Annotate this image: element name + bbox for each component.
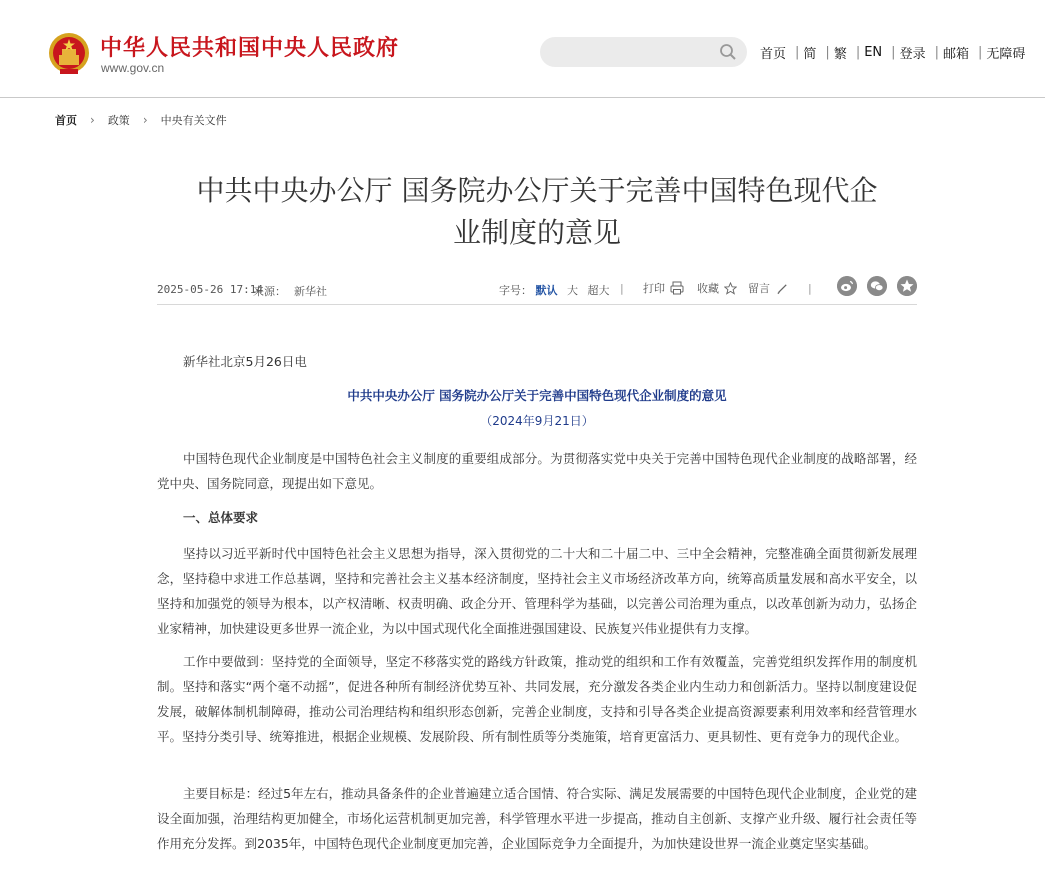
nav-login[interactable]: 登录 (899, 47, 926, 62)
favorite-button[interactable] (697, 280, 737, 296)
site-name[interactable]: 中华人民共和国中央人民政府 (100, 36, 400, 61)
nav-mailbox[interactable]: 邮箱 (942, 47, 969, 62)
paragraph: 中国特色现代企业制度是中国特色社会主义制度的重要组成部分。为贯彻落实党中央关于完善中国特色现代企业制度的战略部署，经党中央、国务院同意，现提出如下意见。 (157, 451, 917, 491)
nav-separator: | (855, 45, 861, 60)
breadcrumb-policy[interactable]: 政策 (107, 114, 130, 127)
paragraph: 坚持以习近平新时代中国特色社会主义思想为指导，深入贯彻党的二十大和二十届二中、三中全会精神，完整准确全面贯彻新发展理念，坚持稳中求进工作总基调，坚持和完善社会主义基本经济制度，坚持社会主义市场经济改革方向，统筹高质量发展和高水平安全，以坚持和加强党的领导为根本，以产权清晰、权责明确、政企分开、管理科学为基础，以完善公司治理为重点，以改革创新为动力，弘扬企业家精神，加快建设更多世界一流企业，为以中国式现代化全面推进强国建设、民族复兴伟业提供有力支撑。 (157, 546, 917, 636)
font-size-xlarge[interactable]: 超大 (587, 284, 610, 297)
site-url[interactable]: www.gov.cn (101, 61, 165, 75)
search-input[interactable] (540, 37, 747, 67)
section-heading: 一、总体要求 (183, 510, 259, 525)
chevron-right-icon: › (90, 113, 95, 127)
breadcrumb-home[interactable]: 首页 (55, 114, 77, 127)
font-size-selector (499, 282, 610, 298)
source-label: 来源： (253, 285, 286, 298)
article-dateline: 新华社北京5月26日电 (183, 354, 307, 369)
top-nav (756, 43, 1034, 62)
paragraph: 工作中要做到：坚持党的全面领导，坚定不移落实党的路线方针政策，推动党的组织和工作有效覆盖，完善党组织发挥作用的制度机制。坚持和落实“两个毫不动摇”，促进各种所有制经济优势互补、共同发展，充分激发各类企业内生动力和创新活力。坚持以制度建设促发展，破解体制机制障碍，推动公司治理结构和组织形态创新，完善企业制度，支持和引导各类企业提高资源要素利用效率和经营管理水平。坚持分类引导、统筹推进，根据企业规模、发展阶段、所有制性质等分类施策，培育更富活力、更具韧性、更有竞争力的现代企业。 (157, 654, 917, 744)
qzone-share-icon[interactable] (897, 276, 917, 296)
nav-separator: | (825, 45, 830, 60)
nav-simplified[interactable]: 简 (803, 47, 817, 62)
national-emblem-icon[interactable] (48, 31, 90, 77)
meta-separator: | (808, 282, 812, 295)
page-title-line-1: 中共中央办公厅 国务院办公厅关于完善中国特色现代企 (196, 174, 878, 207)
font-size-label: 字号： (499, 284, 532, 297)
printer-icon (670, 281, 684, 295)
publish-date: 2025-05-26 17:14 (157, 283, 263, 296)
pencil-icon (776, 282, 789, 295)
article-meta-bar (157, 276, 917, 305)
nav-traditional[interactable]: 繁 (833, 47, 847, 62)
comment-button[interactable] (748, 280, 789, 296)
search-icon[interactable] (719, 43, 737, 61)
document-date: （2024年9月21日） (480, 414, 594, 428)
nav-english[interactable]: EN (864, 45, 883, 60)
page-title-line-2: 业制度的意见 (452, 216, 621, 249)
nav-home[interactable]: 首页 (760, 47, 787, 62)
wechat-share-icon[interactable] (867, 276, 887, 296)
nav-separator: | (795, 45, 800, 60)
document-title: 中共中央办公厅 国务院办公厅关于完善中国特色现代企业制度的意见 (347, 388, 727, 403)
nav-separator: | (934, 45, 939, 60)
nav-accessibility[interactable]: 无障碍 (986, 47, 1026, 62)
nav-separator: | (977, 45, 983, 60)
breadcrumb-central-documents[interactable]: 中央有关文件 (160, 114, 227, 127)
print-button[interactable] (643, 280, 684, 296)
font-size-large[interactable]: 大 (567, 284, 578, 297)
weibo-share-icon[interactable] (837, 276, 857, 296)
favorite-label: 收藏 (697, 282, 719, 295)
page-title (157, 170, 917, 254)
breadcrumb (55, 112, 227, 128)
star-icon (724, 282, 737, 295)
nav-separator: | (891, 45, 896, 60)
comment-label: 留言 (748, 282, 770, 295)
article-source (253, 283, 327, 299)
font-size-default[interactable]: 默认 (535, 284, 558, 297)
print-label: 打印 (643, 282, 665, 295)
site-header (0, 0, 1045, 98)
meta-separator: | (620, 282, 624, 295)
chevron-right-icon: › (142, 113, 148, 127)
paragraph: 主要目标是：经过5年左右，推动具备条件的企业普遍建立适合国情、符合实际、满足发展需要的中国特色现代企业制度，企业党的建设全面加强，治理结构更加健全，市场化运营机制更加完善，科学管理水平进一步提高，推动自主创新、支撑产业升级、履行社会责任等作用充分发挥。到2035年，中国特色现代企业制度更加完善，企业国际竞争力全面提升，为加快建设世界一流企业奠定坚实基础。 (157, 786, 917, 851)
source-name: 新华社 (294, 285, 327, 298)
